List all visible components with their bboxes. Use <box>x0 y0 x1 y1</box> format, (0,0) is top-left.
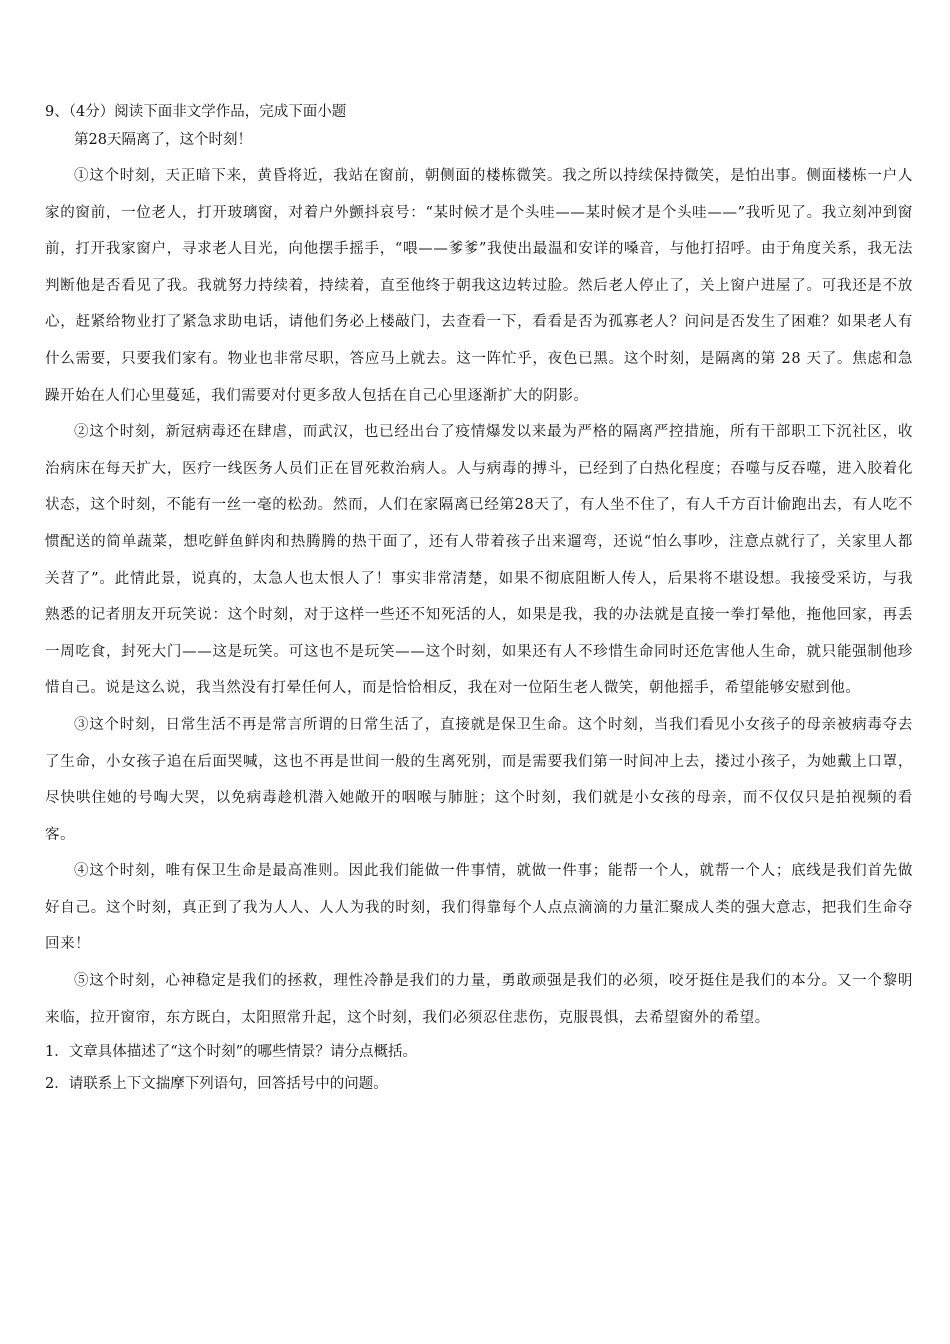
article-title: 第28天隔离了，这个时刻！ <box>74 132 252 148</box>
sub-question-1: 1．文章具体描述了“这个时刻”的哪些情景？请分点概括。 <box>45 1044 418 1061</box>
document-page <box>45 100 913 1100</box>
paragraph-3: ③这个时刻，日常生活不再是常言所谓的日常生活了，直接就是保卫生命。这个时刻，当我们看见小女孩子的母亲被病毒夺去了生命，小女孩子追在后面哭喊，这也不再是世间一般的生离死别，而是需要我们第一时间冲上去，搂过小孩子，为她戴上口罩， 尽快哄住她的号啕大哭，以免病毒趁机潜入她敞开的咽喉与肺脏；这个时刻，我们就是小女孩的母亲，而不仅仅只是拍视频的看客。 <box>45 716 913 843</box>
sub-question-2: 2．请联系上下文揣摩下列语句，回答括号中的问题。 <box>45 1076 388 1093</box>
question-header: 9、（4分）阅读下面非文学作品，完成下面小题 <box>45 104 347 120</box>
paragraph-2: ②这个时刻，新冠病毒还在肆虐，而武汉，也已经出台了疫情爆发以来最为严格的隔离严控措施，所有干部职工下沉社区，收治病床在每天扩大，医疗一线医务人员们正在冒死救治病人。人与病毒的搏斗，已经到了白热化程度；吞噬与反吞噬，进入胶着化状态，这个时刻，不能有一丝一毫的松劲。然而，人们在家隔离已经第28天了，有人坐不住了，有人千方百计偷跑出去，有人吃不惯配送的简单蔬菜，想吃鲜鱼鲜肉和热腾腾的热干面了，还有人带着孩子出来遛弯，还说“怕么事吵，注意点就行了，关家里人都关苕了”。此情此景，说真的，太急人也太恨人了！事实非常清楚，如果不彻底阻断人传人，后果将不堪设想。我接受采访，与我熟悉的记者朋友开玩笑说：这个时刻，对于这样一些还不知死活的人，如果是我，我的办法就是直接一拳打晕他，拖他回家，再丢一周吃食，封死大门——这是玩笑。可这也不是玩笑——这个时刻，如果还有人不珍惜生命同时还危害他人生命，就只能强制他珍惜自己。说是这么说，我当然没有打晕任何人，而是恰恰相反，我在对一位陌生老人微笑，朝他摇手，希望能够安慰到他。 <box>45 424 913 697</box>
paragraph-5: ⑤这个时刻，心神稳定是我们的拯救，理性冷静是我们的力量，勇敢顽强是我们的必须，咬牙挺住是我们的本分。又一个黎明来临，拉开窗帘，东方既白，太阳照常升起，这个时刻，我们必须忍住悲伤，克服畏惧，去希望窗外的希望。 <box>45 973 913 1026</box>
paragraph-4: ④这个时刻，唯有保卫生命是最高准则。因此我们能做一件事情，就做一件事；能帮一个人，就帮一个人；底线是我们首先做好自己。这个时刻，真正到了我为人人、人人为我的时刻，我们得靠每个人点点滴滴的力量汇聚成人类的强大意志，把我们生命夺回来！ <box>45 863 913 953</box>
paragraph-1: ①这个时刻，天正暗下来，黄昏将近，我站在窗前，朝侧面的楼栋微笑。我之所以持续保持微笑，是怕出事。侧面楼栋一户人家的窗前，一位老人，打开玻璃窗，对着户外颤抖哀号：“某时候才是个头哇——某时候才是个头哇——”我听见了。我立刻冲到窗前，打开我家窗户，寻求老人目光，向他摆手摇手，“喂——爹爹”我使出最温和安详的嗓音，与他打招呼。由于角度关系，我无法判断他是否看见了我。我就努力持续着，持续着，直至他终于朝我这边转过脸。然后老人停止了，关上窗户进屋了。可我还是不放心，赶紧给物业打了紧急求助电话，请他们务必上楼敲门，去查看一下，看看是否为孤寡老人？问问是否发生了困难？如果老人有什么需要，只要我们家有。物业也非常尽职，答应马上就去。这一阵忙乎，夜色已黑。这个时刻，是隔离的第 28 天了。焦虑和急躁开始在人们心里蔓延，我们需要对付更多敌人包括在自己心里逐渐扩大的阴影。 <box>45 168 913 404</box>
